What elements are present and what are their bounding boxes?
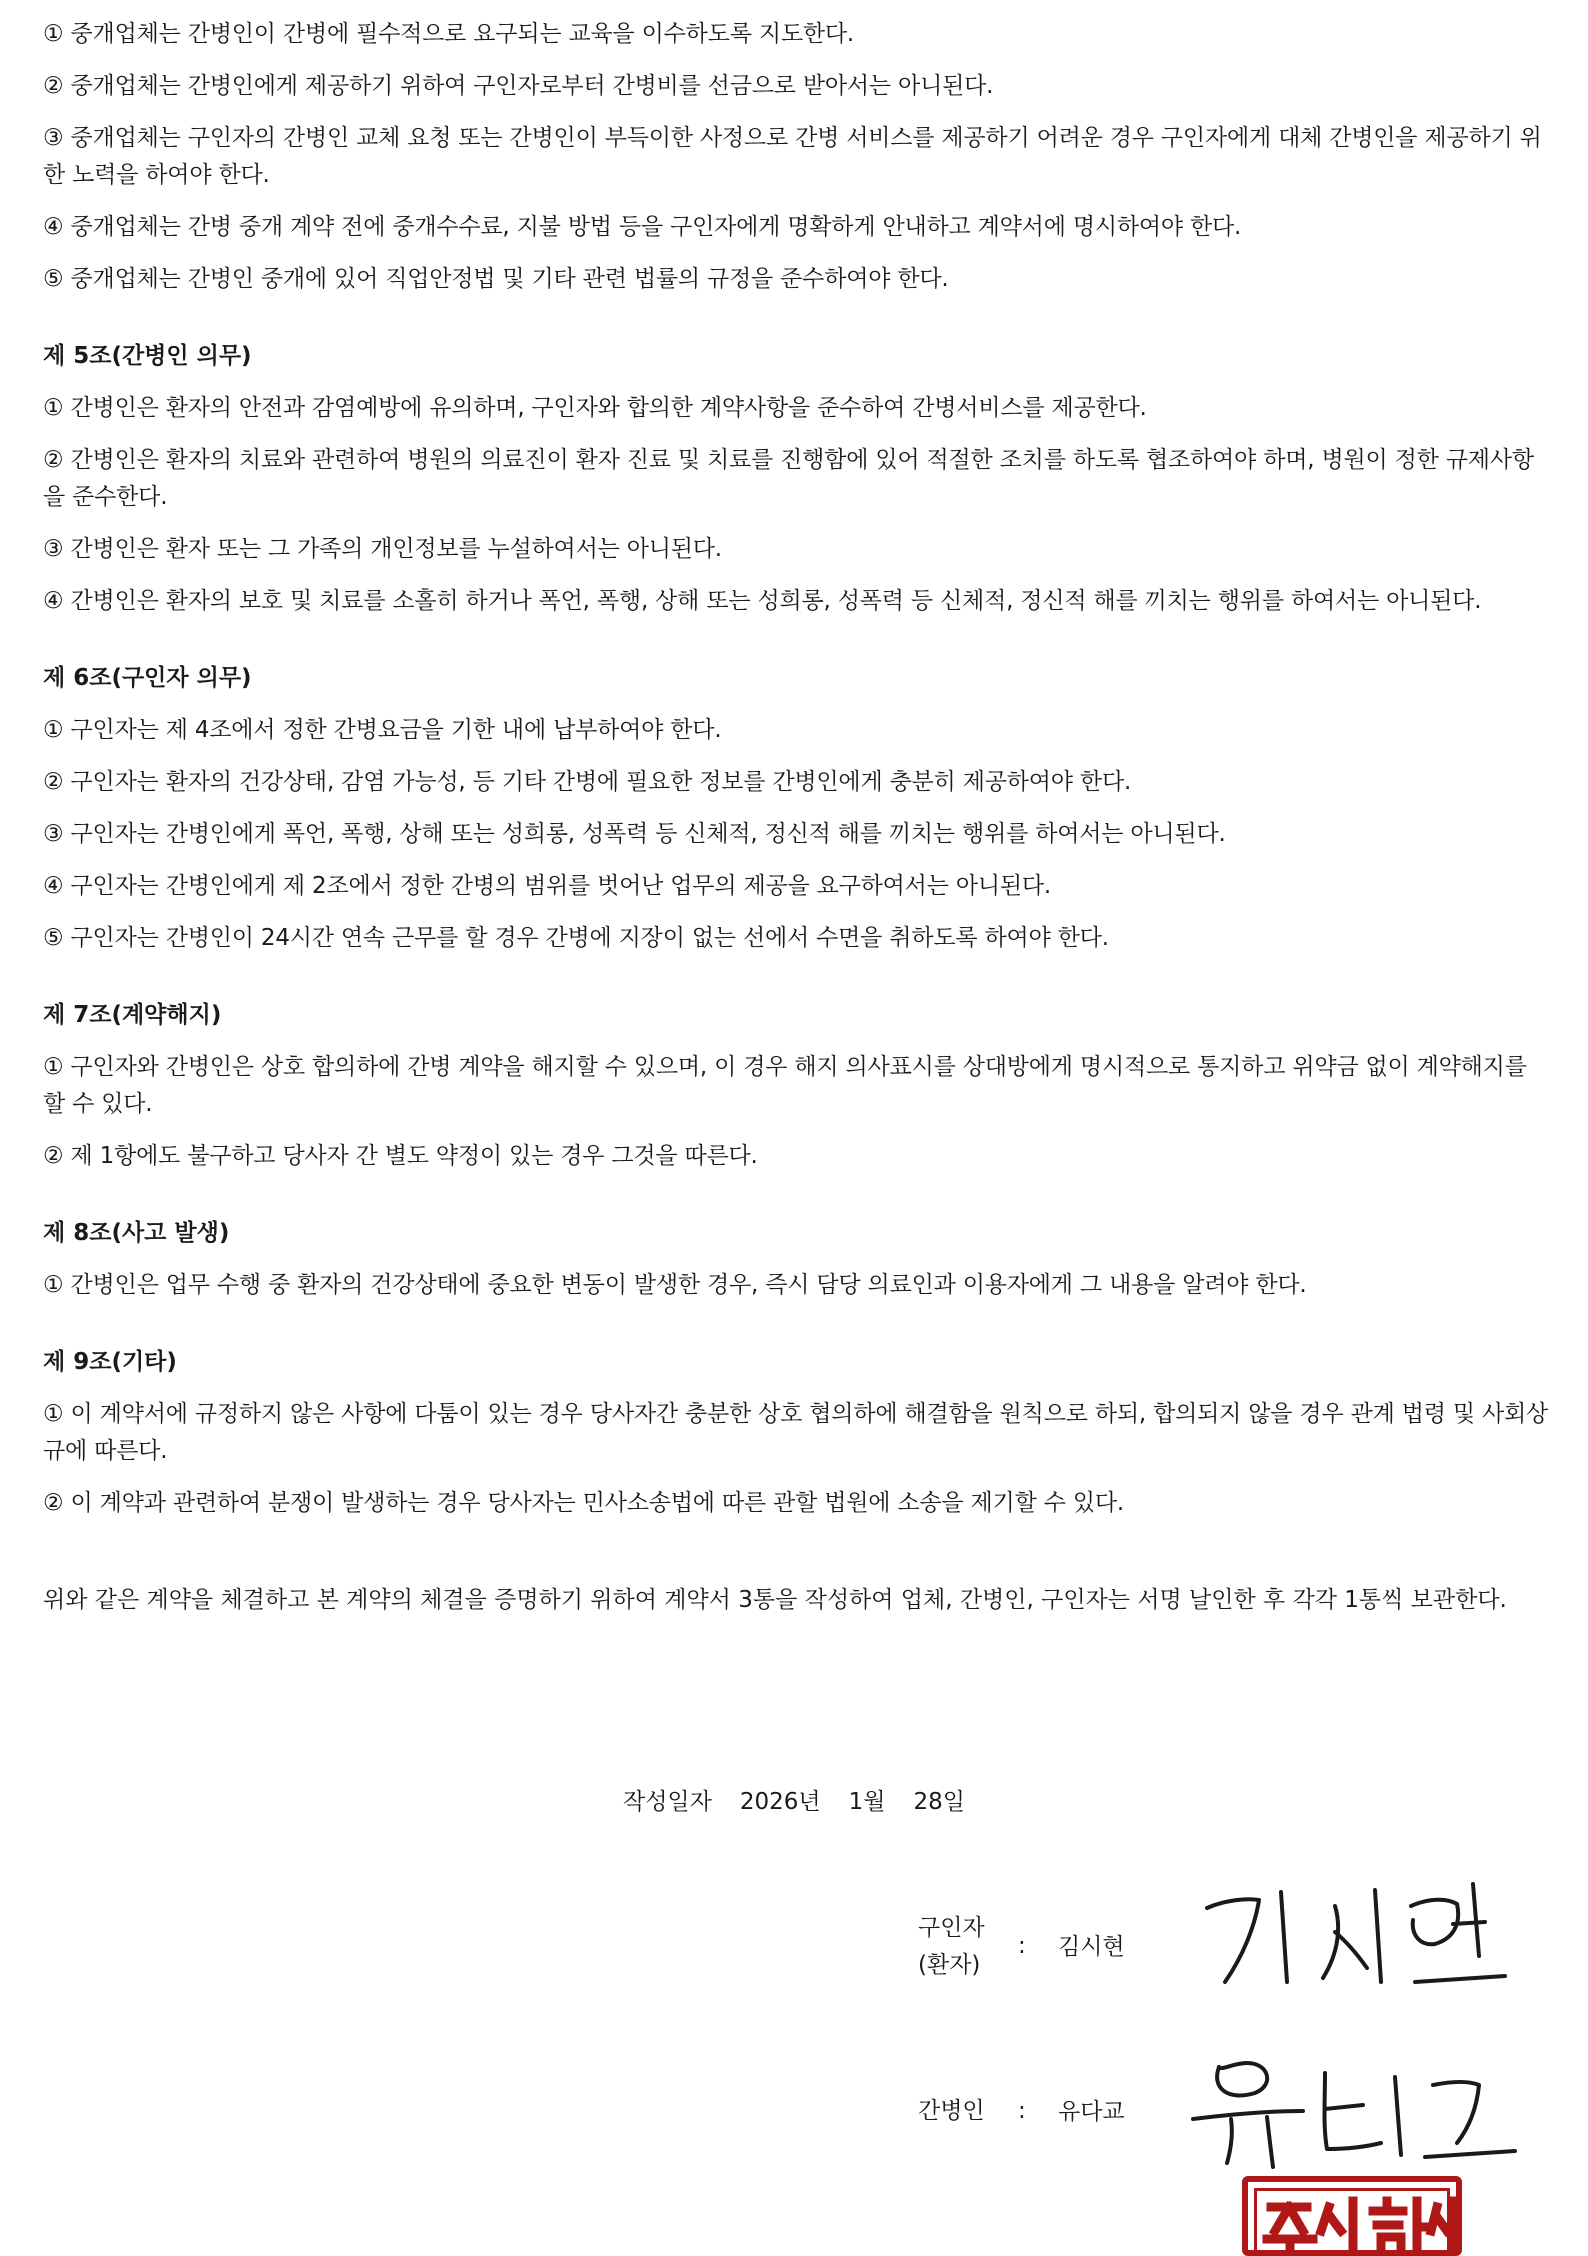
clause-item: ④ 구인자는 간병인에게 제 2조에서 정한 간병의 범위를 벗어난 업무의 제공을 요구하여서는 아니된다.	[43, 873, 1052, 899]
requester-name: 김시현	[1058, 1934, 1125, 1960]
clause-item: ② 이 계약과 관련하여 분쟁이 발생하는 경우 당사자는 민사소송법에 따른 관할 법원에 소송을 제기할 수 있다.	[43, 1490, 1124, 1516]
article-title: 제 7조(계약해지)	[43, 1002, 222, 1028]
company-seal	[1242, 2176, 1462, 2256]
requester-signature	[1185, 1870, 1545, 2020]
clause-item: ① 구인자는 제 4조에서 정한 간병요금을 기한 내에 납부하여야 한다.	[43, 717, 722, 743]
section-article-6	[43, 660, 1553, 957]
clause-item: ① 간병인은 환자의 안전과 감염예방에 유의하며, 구인자와 합의한 계약사항을 준수하여 간병서비스를 제공한다.	[43, 395, 1147, 421]
article-title: 제 9조(기타)	[43, 1349, 177, 1375]
article-title: 제 5조(간병인 의무)	[43, 343, 252, 369]
date-year: 2026년	[739, 1789, 821, 1815]
date-month: 1월	[848, 1789, 886, 1815]
requester-label-line1: 구인자	[918, 1915, 985, 1941]
section-article-9	[43, 1344, 1553, 1522]
company-seal-inner-border	[1254, 2188, 1450, 2256]
caregiver-separator: :	[1018, 2098, 1026, 2124]
article-title: 제 6조(구인자 의무)	[43, 665, 252, 691]
article-title: 제 8조(사고 발생)	[43, 1220, 230, 1246]
section-article-5	[43, 338, 1553, 620]
caregiver-signature	[1185, 2045, 1545, 2175]
clause-item: ② 간병인은 환자의 치료와 관련하여 병원의 의료진이 환자 진료 및 치료를 진행함에 있어 적절한 조치를 하도록 협조하여야 하며, 병원이 정한 규제사항을 준수한다.	[43, 447, 1534, 510]
clause-item: ③ 간병인은 환자 또는 그 가족의 개인정보를 누설하여서는 아니된다.	[43, 536, 722, 562]
clause-item: ⑤ 중개업체는 간병인 중개에 있어 직업안정법 및 기타 관련 법률의 규정을 준수하여야 한다.	[43, 266, 949, 292]
section-article-8	[43, 1215, 1553, 1304]
requester-label-line2: (환자)	[918, 1952, 981, 1978]
caregiver-label: 간병인	[918, 2098, 985, 2124]
caregiver-name: 유다교	[1058, 2099, 1125, 2125]
requester-separator: :	[1018, 1933, 1026, 1959]
requester-label	[918, 1910, 985, 1984]
section-intro	[43, 16, 1553, 298]
clause-item: ② 제 1항에도 불구하고 당사자 간 별도 약정이 있는 경우 그것을 따른다.	[43, 1143, 758, 1169]
date-line	[0, 1784, 1588, 1821]
date-day: 28일	[913, 1789, 965, 1815]
clause-item: ① 중개업체는 간병인이 간병에 필수적으로 요구되는 교육을 이수하도록 지도한다.	[43, 21, 855, 47]
contract-body	[43, 16, 1553, 1619]
closing-statement: 위와 같은 계약을 체결하고 본 계약의 체결을 증명하기 위하여 계약서 3통을 작성하여 업체, 간병인, 구인자는 서명 날인한 후 각각 1통씩 보관한다.	[43, 1587, 1507, 1613]
clause-item: ④ 중개업체는 간병 중개 계약 전에 중개수수료, 지불 방법 등을 구인자에게 명확하게 안내하고 계약서에 명시하여야 한다.	[43, 214, 1242, 240]
date-label: 작성일자	[623, 1789, 712, 1815]
company-seal-lettering	[1257, 2191, 1457, 2256]
clause-item: ② 중개업체는 간병인에게 제공하기 위하여 구인자로부터 간병비를 선금으로 받아서는 아니된다.	[43, 73, 994, 99]
section-article-7	[43, 997, 1553, 1175]
clause-item: ① 간병인은 업무 수행 중 환자의 건강상태에 중요한 변동이 발생한 경우, 즉시 담당 의료인과 이용자에게 그 내용을 알려야 한다.	[43, 1272, 1307, 1298]
clause-item: ③ 중개업체는 구인자의 간병인 교체 요청 또는 간병인이 부득이한 사정으로 간병 서비스를 제공하기 어려운 경우 구인자에게 대체 간병인을 제공하기 위한 노력을 하여야 한다.	[43, 125, 1542, 188]
clause-item: ① 이 계약서에 규정하지 않은 사항에 다툼이 있는 경우 당사자간 충분한 상호 협의하에 해결함을 원칙으로 하되, 합의되지 않을 경우 관계 법령 및 사회상규에 따른다.	[43, 1401, 1549, 1464]
clause-item: ③ 구인자는 간병인에게 폭언, 폭행, 상해 또는 성희롱, 성폭력 등 신체적, 정신적 해를 끼치는 행위를 하여서는 아니된다.	[43, 821, 1226, 847]
clause-item: ① 구인자와 간병인은 상호 합의하에 간병 계약을 해지할 수 있으며, 이 경우 해지 의사표시를 상대방에게 명시적으로 통지하고 위약금 없이 계약해지를 할 수 있다.	[43, 1054, 1527, 1117]
clause-item: ⑤ 구인자는 간병인이 24시간 연속 근무를 할 경우 간병에 지장이 없는 선에서 수면을 취하도록 하여야 한다.	[43, 925, 1109, 951]
clause-item: ② 구인자는 환자의 건강상태, 감염 가능성, 등 기타 간병에 필요한 정보를 간병인에게 충분히 제공하여야 한다.	[43, 769, 1132, 795]
clause-item: ④ 간병인은 환자의 보호 및 치료를 소홀히 하거나 폭언, 폭행, 상해 또는 성희롱, 성폭력 등 신체적, 정신적 해를 끼치는 행위를 하여서는 아니된다.	[43, 588, 1482, 614]
